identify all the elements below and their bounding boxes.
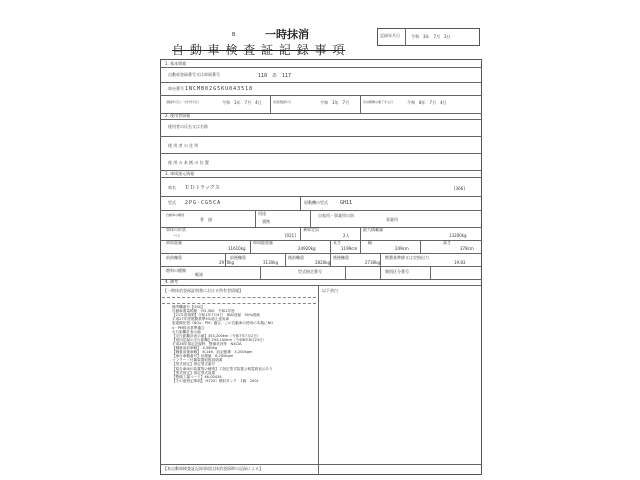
height-label: 高さ (443, 240, 451, 245)
section4-heading: 4. 備考 (165, 279, 179, 284)
width-value: 249cm (395, 246, 409, 251)
use-type-value: 事業用 (386, 217, 398, 222)
engine-value: GH11 (340, 200, 353, 206)
remark-line: 【原告車両の装置等の種別】２指定型式装置公称電源表示あり (172, 366, 273, 371)
fuel-label: 燃料の種類 (166, 268, 186, 273)
first-reg-value: 令和 1年 7月 4日 (222, 100, 262, 105)
remark-line: 【21年度規制】令和1年7月4日 車両登録 50%削減 (172, 313, 260, 318)
ff-axle-value: 2970kg (219, 260, 235, 265)
remark-line: 平成26年規定記録時、整備状況等 N3CIA (172, 341, 242, 346)
remark-line: 【型式指定】指定型式番号 (172, 362, 216, 367)
record-date-label: 記録年月日 (380, 33, 400, 38)
notes-blank-label: 以下余白 (322, 288, 338, 293)
section3-heading: 3. 車両諸元情報 (165, 171, 195, 176)
first-reg-value2: 令和 1年 7月 (320, 100, 350, 105)
fr-axle-label: 前後軸重 (230, 255, 246, 260)
gross-label: 車両総重量 (253, 240, 273, 245)
remark-line: 平成27年度燃費基準5%超え達成車 (172, 317, 229, 322)
body-code: [021] (285, 233, 296, 238)
rf-axle-label: 後前軸重 (288, 255, 304, 260)
rf-axle-value: 2820kg (315, 260, 331, 265)
remarks-owner-label: 【一時抹消登録証明書における所有者情報】 (163, 288, 243, 293)
fuel-eff-value: 19.83 (454, 260, 466, 265)
reg-number-label: 自動車登録番号又は車両番号 (168, 72, 220, 77)
length-value: 1199cm (341, 246, 358, 251)
expiry-value: 令和 8年 7月 4日 (407, 100, 447, 105)
use-type-label: 自家用・事業用の別 (318, 213, 354, 218)
remark-line: 【整備工場コード】46-00434 (172, 374, 222, 379)
remark-line: 【軸重前後車軸】 6,146，前記帳簿 5,200kgm (172, 350, 253, 355)
chassis-label: 車台番号 (168, 86, 184, 91)
certificate-frame (160, 59, 482, 475)
weight-label: 車両重量 (166, 240, 182, 245)
rr-axle-label: 後後軸重 (333, 255, 349, 260)
designation-label: 型式指定番号 (298, 269, 322, 274)
body-value: バン (173, 233, 181, 238)
doc-title: 自 動 車 検 査 証 記 録 事 項 (172, 43, 346, 57)
use-value: 貨物 (262, 219, 270, 224)
remark-line: 【走行距離計表示値】353,200km（令和7年7月2日） (172, 333, 261, 338)
first-reg-label: 登録年月日／交付年月日 (166, 100, 200, 104)
kind-value: 普 通 (200, 217, 212, 222)
fuel-eff-label: 燃費基準値又は定格出力 (385, 255, 429, 260)
maker-value: ＵＤトラックス (185, 185, 220, 191)
first-reg-label2: 初度登録年月 (273, 100, 292, 104)
fr-axle-value: 3130kg (263, 260, 279, 265)
remark-line: 【型式指定】指定型式装置 (172, 370, 216, 375)
classification-label: 類別区分番号 (385, 269, 409, 274)
b-mark: B (232, 32, 236, 38)
length-label: 長さ (333, 240, 341, 245)
use-label: 用途 (258, 211, 266, 216)
model-label: 型式 (168, 200, 176, 205)
remark-line: 【その他特記事項】（9720）燃料タンク 1個 200L (172, 378, 259, 383)
doc-status-title: 一時抹消 (265, 28, 309, 41)
rr-axle-value: 2730kg (365, 260, 381, 265)
kind-label: 自動車の種別 (166, 213, 185, 217)
remark-line: 【車台車軸番号】計測値：6,200kgm (172, 354, 234, 359)
max-load-value: 13200kg (449, 233, 467, 238)
reg-number-value: 110 あ 117 (258, 73, 292, 79)
record-date-value: 令和 3年 7月 2日 (411, 34, 451, 39)
section2-heading: 2. 使用者情報 (165, 113, 191, 118)
maker-label: 車名 (168, 185, 176, 190)
remark-line: マフラー・付属装置取扱説明書 (172, 358, 223, 363)
gross-value: 24920kg (298, 246, 316, 251)
remark-line: 窒素酸化物（NOx・PM）適合、この自動車の使用の本拠にNO (172, 321, 274, 326)
section1-heading: 1. 基本情報 (165, 61, 187, 66)
remark-line: 走行距離計表示値 (172, 329, 201, 334)
user-address-label: 使 用 者 の 住 所 (168, 143, 199, 148)
model-value: 2PG-CG5CA (185, 200, 222, 206)
engine-label: 原動機の型式 (304, 200, 328, 205)
height-value: 378cm (460, 246, 474, 251)
capacity-label: 乗車定員 (303, 227, 319, 232)
body-label: 車体の形状 (166, 227, 186, 232)
remark-line: 【前回記録の走行距離】293,100km（令和6年6月23日） (172, 337, 267, 342)
remark-line: 備考欄番号【OSS】 (172, 305, 205, 309)
weight-value: 11610kg (228, 246, 246, 251)
remark-line: 【軸重前前車軸】 4,580kg (172, 346, 218, 350)
maker-code: [366] (454, 186, 465, 191)
ff-axle-label: 前前軸重 (166, 255, 182, 260)
base-location-label: 使 用 の 本 拠 の 位 置 (168, 160, 209, 165)
user-name-label: 使用者の氏名又は名称 (168, 124, 208, 129)
width-label: 幅 (368, 240, 372, 245)
max-load-label: 最大積載量 (363, 227, 383, 232)
capacity-value: 2人 (343, 233, 350, 238)
remark-line: 自動車重量税額 \Y2,300 令和2年度 (172, 309, 235, 314)
bottom-remark: 【本自動車検査証記録事項は抹消登録時の記録による】 (163, 466, 263, 471)
remark-line: x・PM排出基準適合 (172, 325, 205, 330)
expiry-label: 有効期間の満了する日 (363, 100, 394, 104)
fuel-value: 軽油 (195, 272, 203, 277)
chassis-value: 1NCMB02G5KU043518 (185, 86, 254, 92)
